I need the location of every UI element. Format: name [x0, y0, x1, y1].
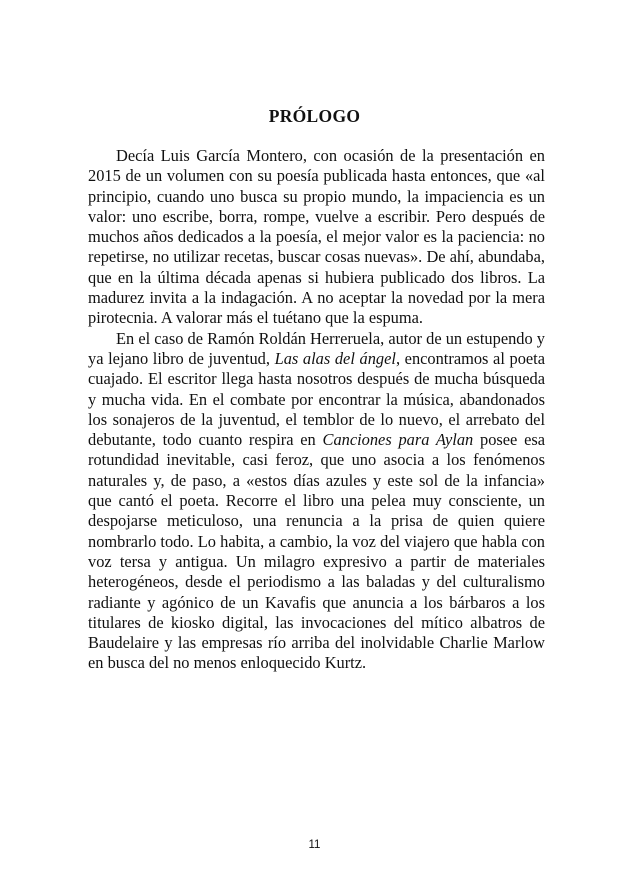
page-number: 11	[308, 839, 321, 851]
paragraph-2-text-c: posee esa rotundidad inevitable, casi feroz, que uno asocia a los fenómenos naturales y, de paso, a «estos días azules y este sol de la infancia» que cantó el poeta. Recorre el libro una pelea muy consciente, un despojarse meticuloso, una renuncia a la prisa de quien quiere nombrarlo todo. Lo habita, a cambio, la voz del viajero que habla con voz tersa y antigua. Un milagro expresivo a partir de materiales heterogéneos, desde el periodismo a las baladas y del culturalismo radiante y agónico de un Kavafis que anuncia a los bárbaros a los titulares de kiosko digital, las invocaciones del mítico albatros de Baudelaire y las empresas río arriba del inolvidable Charlie Marlow en busca del no menos enloquecido Kurtz.	[88, 430, 546, 673]
paragraph-1-text: Decía Luis García Montero, con ocasión de la presentación en 2015 de un volumen con su poesía publicada hasta entonces, que «al principio, cuando uno busca su propio mundo, la impaciencia es un valor: uno escribe, borra, rompe, vuelve a escribir. Pero después de muchos años dedicados a la poesía, el mejor valor es la paciencia: no repetirse, no utilizar recetas, buscar cosas nuevas». De ahí, abundaba, que en la última década apenas si hubiera publicado dos libros. La madurez invita a la indagación. A no aceptar la novedad por la mera pirotecnia. A valorar más el tuétano que la espuma.	[88, 146, 545, 328]
paragraph-2	[88, 329, 545, 674]
paragraph-2-text-a: En el caso de Ramón Roldán Herreruela, autor de un estupendo y ya lejano libro de juventud,	[88, 328, 545, 368]
page-title: PRÓLOGO	[268, 106, 361, 126]
paragraph-2-text-b: , encontramos al poeta cuajado. El escritor llega hasta nosotros después de mucha búsqueda y mucha vida. En el combate por encontrar la música, abandonados los sonajeros de la juventud, el temblor de lo nuevo, el arrebato del debutante, todo cuanto respira en	[88, 348, 546, 450]
book-title-las-alas-del-angel: Las alas del ángel	[274, 348, 396, 368]
book-title-canciones-para-aylan: Canciones para Aylan	[322, 430, 474, 450]
prologue-body	[88, 146, 545, 674]
paragraph-1	[88, 146, 545, 329]
